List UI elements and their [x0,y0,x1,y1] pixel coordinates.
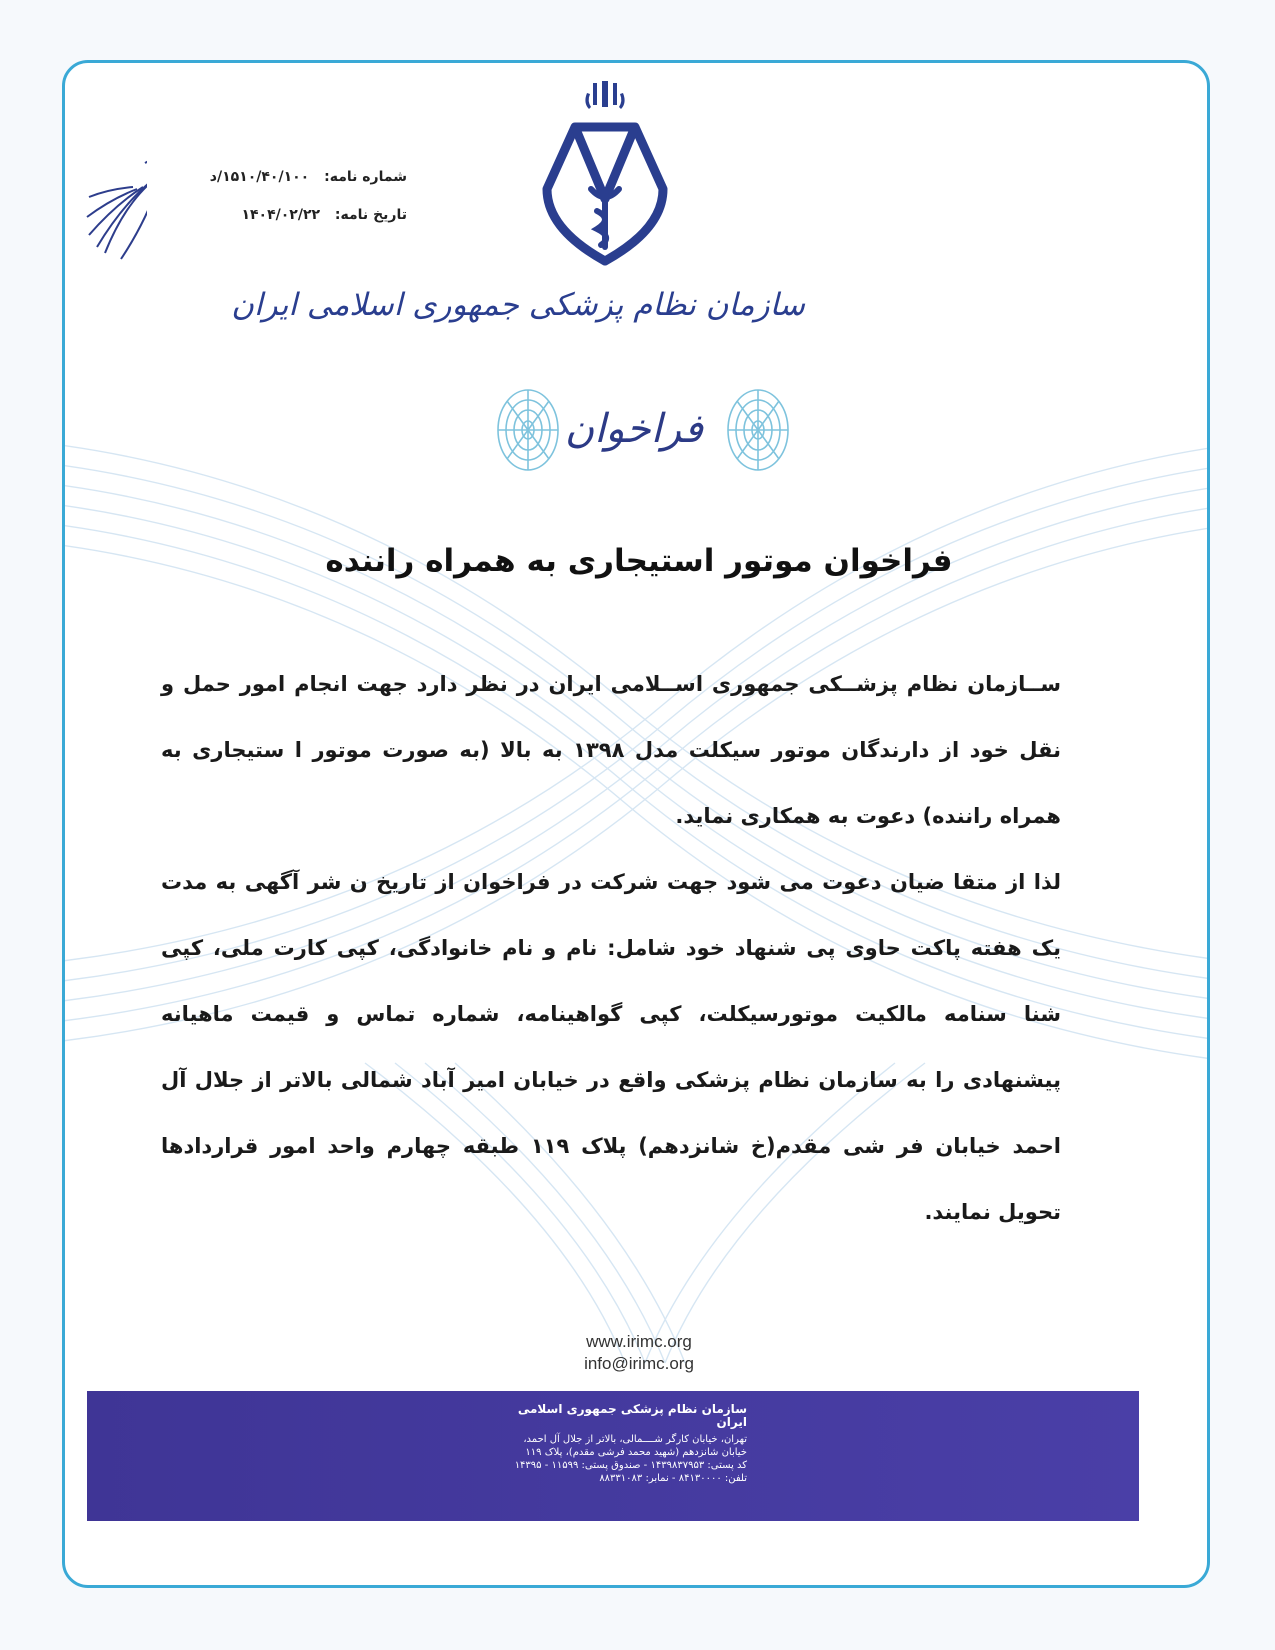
letter-date-value: ۱۴۰۴/۰۲/۲۲ [241,207,321,223]
body-paragraph-1: ســازمان نظام پزشــکی جمهوری اســلامی ایران در نظر دارد جهت انجام امور حمل و نقل خود از دارندگان موتور سیکلت مدل ۱۳۹۸ به بالا (به صورت موتور ا ستیجاری به همراه راننده) دعوت به همکاری نماید. [161,672,1061,828]
rosette-ornament-icon [723,385,793,475]
letter-number-label: شماره نامه: [324,169,407,185]
letter-date-label: تاریخ نامه: [334,207,407,223]
footer-address-block [514,1402,747,1485]
letter-date-row [241,207,407,223]
iran-medical-council-emblem-icon [535,79,675,269]
letter-meta-box [147,155,419,247]
footer-org-name: سازمان نظام پزشکی جمهوری اسلامی ایران [517,1402,747,1429]
farakhan-banner-word: فراخوان [575,379,703,479]
footer-postal-line: کد پستی: ۱۴۳۹۸۳۷۹۵۳ - صندوق پستی: ۱۱۵۹۹ - ۱۴۳۹۵ [514,1460,747,1471]
footer-phone-line: تلفن: ۸۴۱۳۰۰۰۰ - نمابر: ۸۸۳۳۱۰۸۳ [599,1473,747,1484]
letter-page [62,60,1210,1588]
email-link: info@irimc.org [584,1354,694,1373]
org-name-calligraphy: سازمان نظام پزشکی جمهوری اسلامی ایران [231,287,805,323]
document-title: فراخوان موتور استیجاری به همراه راننده [325,543,953,579]
footer-address-line: تهران، خیابان کارگر شــــمالی، بالاتر از جلال آل احمد، [523,1434,747,1445]
rosette-ornament-icon [493,385,563,475]
body-paragraph-2: لذا از متقا ضیان دعوت می شود جهت شرکت در فراخوان از تاریخ ن شر آگهی به مدت یک هفته پاکت حاوی پی شنهاد خود شامل: نام و نام خانوادگی، کپی کارت ملی، کپی شنا سنامه مالکیت موتورسیکلت، کپی گواهینامه، شماره تماس و قیمت ماهیانه پیشنهادی را به سازمان نظام پزشکی واقع در خیابان امیر آباد شمالی بالاتر از جلال آل احمد خیابان فر شی مقدم(خ شانزدهم) پلاک ۱۱۹ طبقه چهارم واحد امور قراردادها تحویل نمایند. [161,870,1061,1224]
footer-address-line: خیابان شانزدهم (شهید محمد فرشی مقدم)، پلاک ۱۱۹ [525,1447,747,1458]
contact-info [65,1331,1210,1375]
document-body [161,651,1061,1245]
footer-band [87,1391,1139,1521]
letter-number-row [210,169,407,185]
website-link: www.irimc.org [586,1332,692,1351]
letter-number-value: ۱۵۱۰/۴۰/۱۰۰/د [209,169,310,185]
